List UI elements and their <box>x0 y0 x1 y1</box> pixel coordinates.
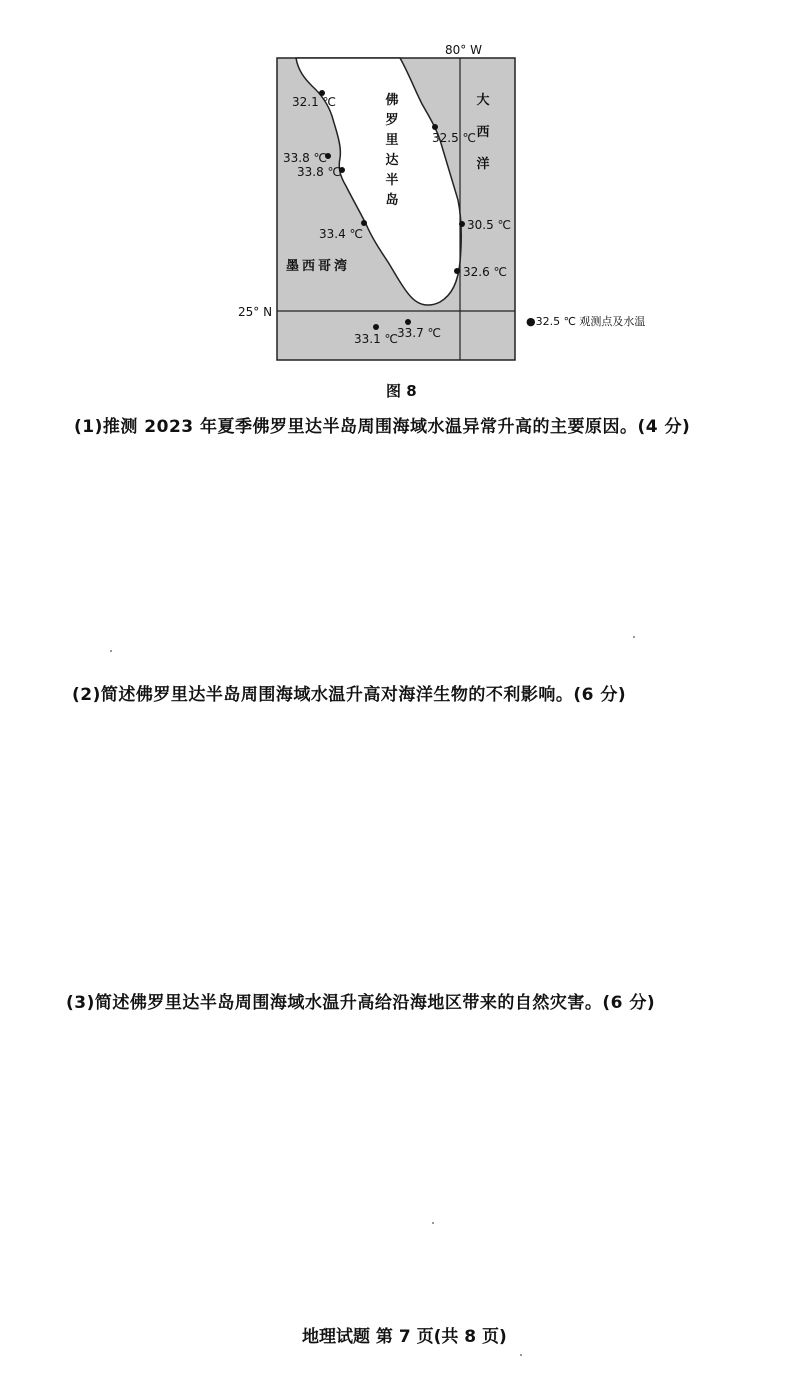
station-label: 32.1 ℃ <box>292 95 337 109</box>
question-1: (1)推测 2023 年夏季佛罗里达半岛周围海域水温异常升高的主要原因。(4 分) <box>74 417 691 437</box>
map-legend: ●32.5 ℃ 观测点及水温 <box>526 315 646 328</box>
svg-text:半: 半 <box>385 173 399 188</box>
florida-map <box>230 38 550 370</box>
svg-text:岛: 岛 <box>385 193 399 208</box>
svg-text:佛: 佛 <box>385 93 399 108</box>
question-3: (3)简述佛罗里达半岛周围海域水温升高给沿海地区带来的自然灾害。(6 分) <box>66 993 656 1013</box>
station-dot <box>361 220 367 226</box>
page-footer: 地理试题 第 7 页(共 8 页) <box>302 1327 507 1347</box>
svg-text:大: 大 <box>476 93 490 108</box>
station-label: 32.6 ℃ <box>463 265 508 279</box>
svg-text:罗: 罗 <box>385 113 399 128</box>
station-label: 33.4 ℃ <box>319 227 364 241</box>
station-dot <box>454 268 460 274</box>
station-label: 33.8 ℃ <box>283 151 328 165</box>
figure-caption: 图 8 <box>386 382 417 400</box>
station-label: 33.8 ℃ <box>297 165 342 179</box>
atlantic-ocean-label <box>476 92 489 172</box>
station-dot <box>373 324 379 330</box>
station-label: 32.5 ℃ <box>432 131 477 145</box>
latitude-label: 25° N <box>238 305 273 319</box>
longitude-label: 80° W <box>445 43 482 57</box>
station-dot <box>432 124 438 130</box>
station-dot <box>459 221 465 227</box>
gulf-label: 墨西哥湾 <box>286 259 351 274</box>
svg-text:里: 里 <box>385 133 399 148</box>
svg-text:达: 达 <box>385 153 399 168</box>
station-label: 30.5 ℃ <box>467 218 512 232</box>
station-label: 33.1 ℃ <box>354 332 399 346</box>
station-label: 33.7 ℃ <box>397 326 442 340</box>
question-2: (2)简述佛罗里达半岛周围海域水温升高对海洋生物的不利影响。(6 分) <box>72 685 627 705</box>
station-dot <box>405 319 411 325</box>
svg-text:西: 西 <box>476 125 490 140</box>
svg-text:洋: 洋 <box>476 157 490 172</box>
